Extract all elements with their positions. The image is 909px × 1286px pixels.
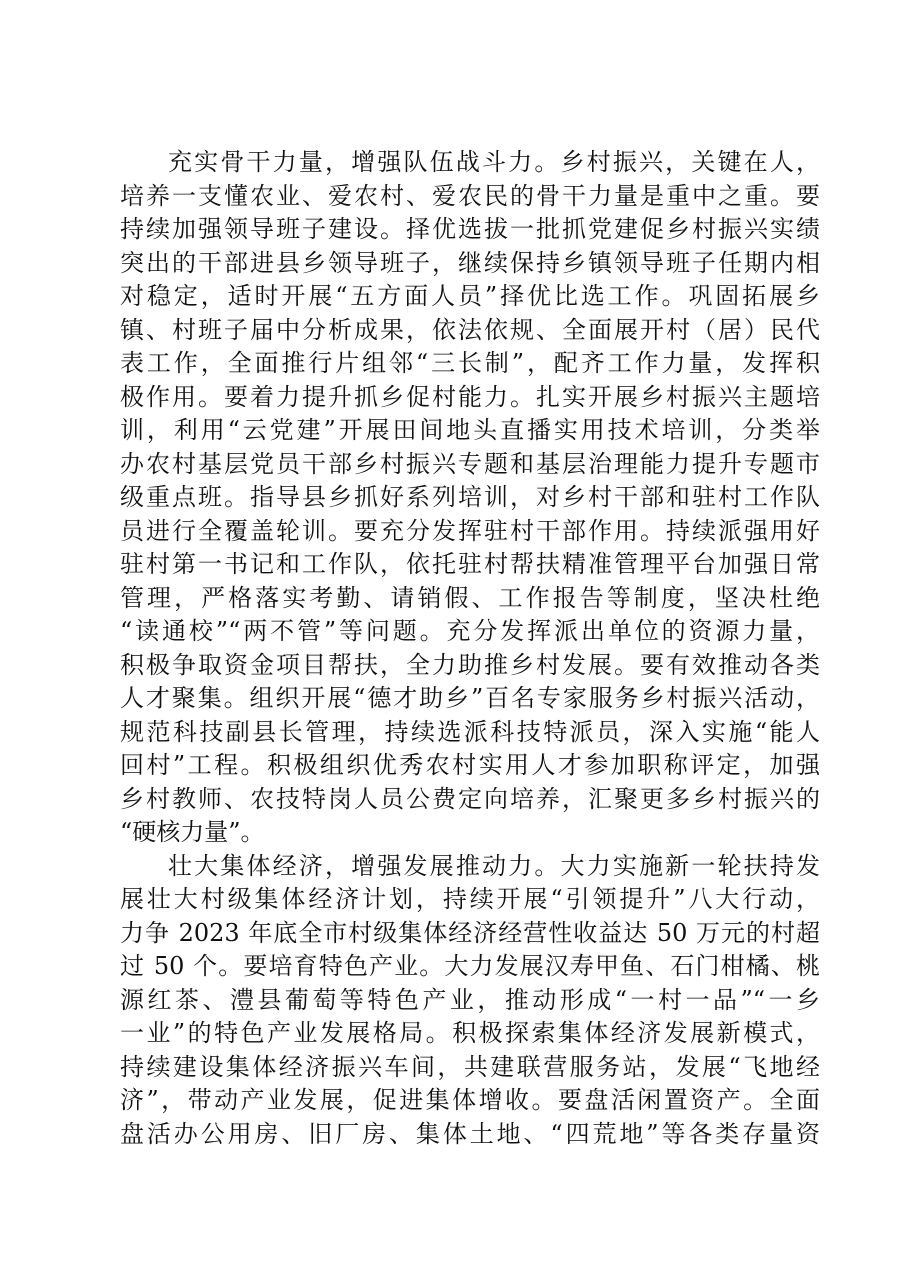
paragraph — [120, 146, 820, 850]
text-line: “硬核力量”。 — [120, 818, 265, 846]
text-line: 培养一支懂农业、爱农村、爱农民的骨干力量是重中之重。要 — [120, 181, 820, 210]
text-line: 驻村第一书记和工作队，依托驻村帮扶精准管理平台加强日常 — [120, 550, 820, 578]
text-line: 级重点班。指导县乡抓好系列培训，对乡村干部和驻村工作队 — [120, 483, 820, 511]
text-line: 员进行全覆盖轮训。要充分发挥驻村干部作用。持续派强用好 — [120, 516, 820, 545]
text-line: 济”，带动产业发展，促进集体增收。要盘活闲置资产。全面 — [120, 1086, 820, 1114]
text-line: 壮大集体经济，增强发展推动力。大力实施新一轮扶持发 — [168, 851, 820, 880]
text-line: 表工作，全面推行片组邻“三长制”，配齐工作力量，发挥积 — [120, 349, 820, 377]
body-text — [120, 146, 820, 1151]
text-line: 一业”的特色产业发展格局。积极探索集体经济发展新模式， — [120, 1019, 820, 1047]
text-line: 过 50 个。要培育特色产业。大力发展汉寿甲鱼、石门柑橘、桃 — [120, 952, 820, 980]
text-line: 展壮大村级集体经济计划，持续开展“引领提升”八大行动， — [120, 885, 820, 913]
text-line: 充实骨干力量，增强队伍战斗力。乡村振兴，关键在人， — [168, 148, 820, 176]
text-line: 回村”工程。积极组织优秀农村实用人才参加职称评定，加强 — [120, 751, 820, 779]
text-line: 源红茶、澧县葡萄等特色产业，推动形成“一村一品”“一乡 — [120, 985, 820, 1014]
text-line: 盘活办公用房、旧厂房、集体土地、“四荒地”等各类存量资 — [120, 1119, 820, 1148]
text-line: 极作用。要着力提升抓乡促村能力。扎实开展乡村振兴主题培 — [120, 382, 820, 411]
text-line: “读通校”“两不管”等问题。充分发挥派出单位的资源力量， — [120, 617, 820, 645]
text-line: 力争 2023 年底全市村级集体经济经营性收益达 50 万元的村超 — [120, 918, 820, 947]
text-line: 办农村基层党员干部乡村振兴专题和基层治理能力提升专题市 — [120, 449, 820, 478]
text-line: 持续建设集体经济振兴车间，共建联营服务站，发展“飞地经 — [120, 1052, 820, 1081]
text-line: 管理，严格落实考勤、请销假、工作报告等制度，坚决杜绝 — [120, 583, 820, 612]
text-line: 训，利用“云党建”开展田间地头直播实用技术培训，分类举 — [120, 416, 820, 444]
text-line: 乡村教师、农技特岗人员公费定向培养，汇聚更多乡村振兴的 — [120, 784, 820, 813]
text-line: 持续加强领导班子建设。择优选拔一批抓党建促乡村振兴实绩 — [120, 215, 820, 243]
text-line: 人才聚集。组织开展“德才助乡”百名专家服务乡村振兴活动， — [120, 684, 820, 712]
text-line: 积极争取资金项目帮扶，全力助推乡村发展。要有效推动各类 — [120, 650, 820, 679]
text-line: 规范科技副县长管理，持续选派科技特派员，深入实施“能人 — [120, 717, 820, 746]
text-line: 对稳定，适时开展“五方面人员”择优比选工作。巩固拓展乡 — [120, 282, 820, 310]
paragraph — [120, 850, 820, 1152]
text-line: 镇、村班子届中分析成果，依法依规、全面展开村（居）民代 — [120, 315, 820, 344]
text-line: 突出的干部进县乡领导班子，继续保持乡镇领导班子任期内相 — [120, 248, 820, 277]
